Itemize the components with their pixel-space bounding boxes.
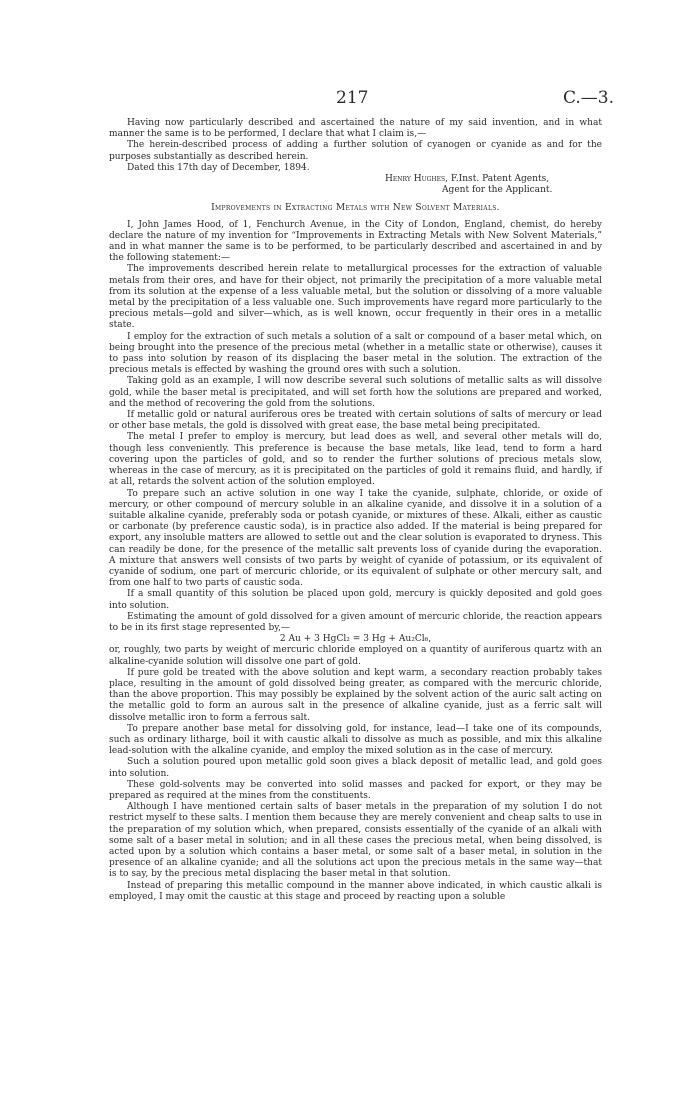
paragraph: Although I have mentioned certain salts of baser metals in the preparation of my solution I do not restrict myself to these salts. I mention them because they are merely convenient and cheap salts to use in the preparation of my solution which, when prepared, consists essentially of the cyanide of an alkali with some salt of a baser metal in solution; and in all these cases the precious metal, when being dissolved, is acted upon by a solution which contains a baser metal, or some salt of a baser metal, in solution in the presence of an alkaline cyanide; and all the solutions act upon the precious metals in the same way—that is to say, by the precious metal displacing the baser metal in that solution.: [109, 802, 602, 880]
agent-suffix: , F.Inst. Patent Agents,: [445, 174, 550, 185]
date-line: Dated this 17th day of December, 1894.: [127, 162, 310, 173]
page-header: [0, 88, 700, 112]
paragraph: The improvements described herein relate to metallurgical processes for the extraction of valuable metals from their ores, and have for their object, not primarily the precipitation of a more valuable metal from its solution at the expense of a less valuable metal, but the solution or dissolving of a more valuable metal by the precipitation of a less valuable one. Such improvements have regard more particularly to the precious metals—gold and silver—which, as is well known, occur frequently in their ores in a metallic state.: [109, 264, 602, 331]
paragraph: To prepare another base metal for dissolving gold, for instance, lead—I take one of its compounds, such as ordinary litharge, boil it with caustic alkali to dissolve as much as possible, and mix this alkaline lead-solution with the alkaline cyanide, and employ the mixed solution as in the case of mercury.: [109, 723, 602, 757]
agent-signature: [109, 174, 602, 185]
chemical-formula: 2 Au + 3 HgCl₂ = 3 Hg + Au₂Cl₆,: [279, 634, 432, 645]
page-number: 217: [336, 88, 369, 108]
paragraph: I, John James Hood, of 1, Fenchurch Avenue, in the City of London, England, chemist, do hereby declare the nature of my invention for “Improvements in Extracting Metals with New Solvent Materials,” and in what manner the same is to be performed, to be particularly described and ascertained in and by the following statement:—: [109, 219, 602, 264]
paragraph: If metallic gold or natural auriferous ores be treated with certain solutions of salts of mercury or lead or other base metals, the gold is dissolved with great ease, the base metal being precipitated.: [109, 410, 602, 432]
paragraph: These gold-solvents may be converted into solid masses and packed for export, or they may be prepared as required at the mines from the constituents.: [109, 779, 602, 801]
paragraph: Estimating the amount of gold dissolved for a given amount of mercuric chloride, the reaction appears to be in its first stage represented by,—: [109, 611, 602, 633]
paragraph: Taking gold as an example, I will now describe several such solutions of metallic salts as will dissolve gold, while the baser metal is precipitated, and will set forth how the solutions are prepared and worked, and the method of recovering the gold from the solutions.: [109, 376, 602, 409]
claim-text: The herein-described process of adding a further solution of cyanogen or cyanide as and for the purposes substantially as described herein.: [109, 140, 602, 162]
agent-name: Henry Hughes: [385, 174, 446, 185]
paragraph: If a small quantity of this solution be placed upon gold, mercury is quickly deposited and gold goes into solution.: [109, 589, 602, 611]
paragraph: If pure gold be treated with the above solution and kept warm, a secondary reaction probably takes place, resulting in the amount of gold dissolved being greater, as compared with the mercuric chloride, than the above proportion. This may possibly be explained by the solvent action of the auric salt acting on the metallic gold to form an aurous salt in the presence of alkaline cyanide, just as a ferric salt will dissolve metallic iron to form a ferrous salt.: [109, 667, 602, 723]
paragraph: The metal I prefer to employ is mercury, but lead does as well, and several other metals will do, though less conveniently. This preference is because the base metals, like lead, tend to form a hard covering upon the particles of gold, and so to render the further solutions of precious metals slow, whereas in the case of mercury, as it is precipitated on the particles of gold it remains fluid, and hardly, if at all, retards the solvent action of the solution employed.: [109, 432, 602, 488]
section-heading: Improvements in Extracting Metals with New Solvent Materials.: [211, 203, 500, 214]
paragraph: Such a solution poured upon metallic gold soon gives a black deposit of metallic lead, and gold goes into solution.: [109, 757, 602, 779]
document-reference: C.—3.: [563, 88, 615, 108]
paragraph: To prepare such an active solution in one way I take the cyanide, sulphate, chloride, or oxide of mercury, or other compound of mercury soluble in an alkaline cyanide, and dissolve it in a solution of a suitable alkaline cyanide, preferably soda or potash cyanide, or mixtures of these. Alkali, either as caustic or carbonate (by preference caustic soda), is in practice also added. If the material is being prepared for export, any insoluble matters are allowed to settle out and the clear solution is evaporated to dryness. This can readily be done, for the presence of the metallic salt prevents loss of cyanide during the evaporation. A mixture that answers well consists of two parts by weight of cyanide of potassium, or its equivalent of cyanide of sodium, one part of mercuric chloride, or its equivalent of sulphate or other mercury salt, and from one half to two parts of caustic soda.: [109, 488, 602, 589]
paragraph: Instead of preparing this metallic compound in the manner above indicated, in which caustic alkali is employed, I may omit the caustic at this stage and proceed by reacting upon a soluble: [109, 880, 602, 902]
body-text: [109, 118, 602, 903]
claim-intro: Having now particularly described and ascertained the nature of my said invention, and in what manner the same is to be performed, I declare that what I claim is,—: [109, 118, 602, 140]
paragraph: or, roughly, two parts by weight of mercuric chloride employed on a quantity of auriferous quartz with an alkaline-cyanide solution will dissolve one part of gold.: [109, 645, 602, 667]
paragraph: I employ for the extraction of such metals a solution of a salt or compound of a baser metal which, on being brought into the presence of the precious metal (whether in a metallic state or otherwise), causes it to pass into solution by reason of its displacing the baser metal in the solution. The extraction of the precious metals is effected by washing the ground ores with such a solution.: [109, 331, 602, 376]
agent-role: Agent for the Applicant.: [442, 185, 553, 196]
